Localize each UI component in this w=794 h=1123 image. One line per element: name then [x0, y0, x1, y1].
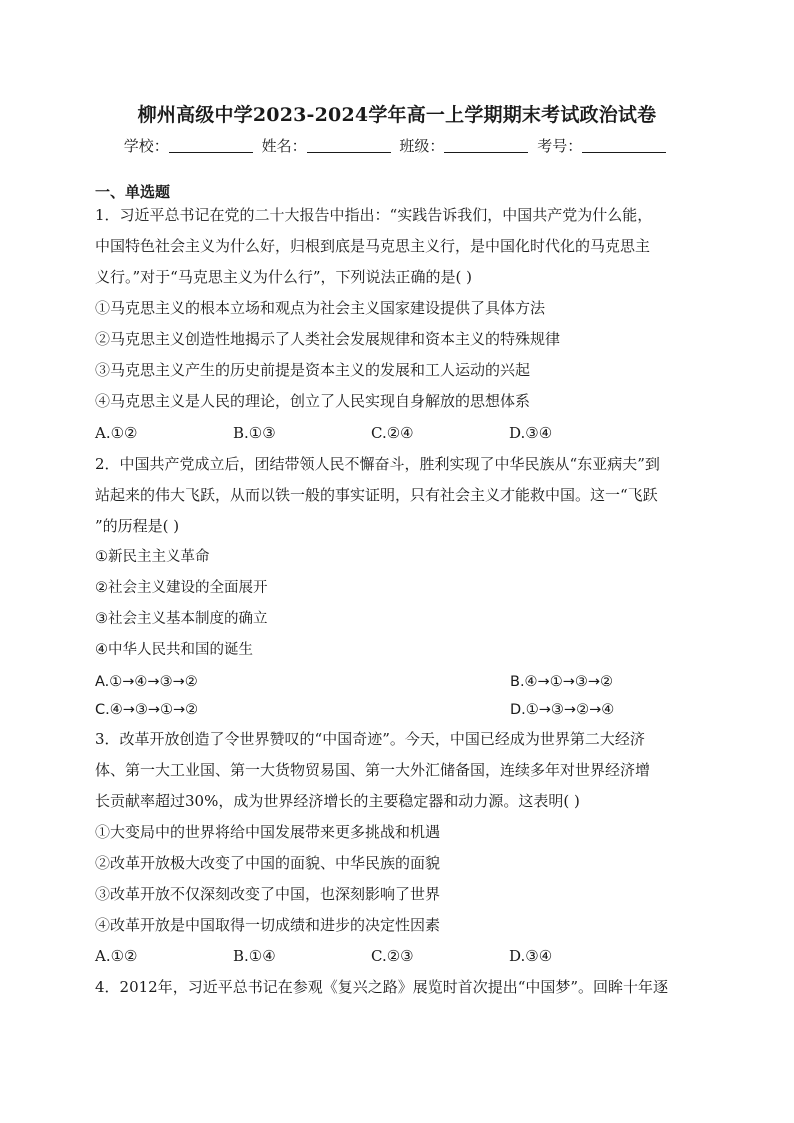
q1-line: 中国特色社会主义为什么好，归根到底是马克思主义行，是中国化时代化的马克思主	[95, 237, 651, 255]
q1-statement: ④马克思主义是人民的理论，创立了人民实现自身解放的思想体系	[95, 392, 531, 410]
q3-option-c[interactable]: C.②③	[371, 947, 414, 965]
q3-statement: ②改革开放极大改变了中国的面貌、中华民族的面貌	[95, 854, 441, 872]
q1-option-b[interactable]: B.①③	[233, 424, 276, 442]
name-label: 姓名：	[261, 137, 307, 155]
q1-statement: ①马克思主义的根本立场和观点为社会主义国家建设提供了具体方法	[95, 299, 546, 317]
q3-line: 体、第一大工业国、第一大货物贸易国、第一大外汇储备国，连续多年对世界经济增	[95, 761, 651, 779]
q1-statement: ③马克思主义产生的历史前提是资本主义的发展和工人运动的兴起	[95, 361, 531, 379]
q1-option-d[interactable]: D.③④	[509, 424, 553, 442]
q4-line: 4．2012年，习近平总书记在参观《复兴之路》展览时首次提出“中国梦”。回眸十年逐	[95, 978, 669, 996]
q2-option-a[interactable]: A.①→④→③→②	[95, 674, 198, 690]
q3-option-d[interactable]: D.③④	[509, 947, 553, 965]
q1-option-a[interactable]: A.①②	[95, 424, 138, 442]
q3-statement: ③改革开放不仅深刻改变了中国，也深刻影响了世界	[95, 885, 441, 903]
q2-statement: ①新民主主义革命	[95, 549, 210, 565]
q3-statement: ①大变局中的世界将给中国发展带来更多挑战和机遇	[95, 823, 441, 841]
q1-line: 义行。”对于“马克思主义为什么行”，下列说法正确的是( )	[95, 268, 472, 286]
q1-statement: ②马克思主义创造性地揭示了人类社会发展规律和资本主义的特殊规律	[95, 330, 561, 348]
q3-option-b[interactable]: B.①④	[233, 947, 276, 965]
q2-option-d[interactable]: D.①→③→②→④	[510, 702, 615, 718]
q2-line: ”的历程是( )	[95, 517, 180, 535]
q2-line: 2．中国共产党成立后，团结带领人民不懈奋斗，胜利实现了中华民族从“东亚病夫”到	[95, 455, 660, 473]
class-label: 班级：	[399, 137, 445, 155]
name-blank[interactable]	[307, 138, 391, 153]
q2-line: 站起来的伟大飞跃，从而以铁一般的事实证明，只有社会主义才能救中国。这一“飞跃	[95, 486, 658, 504]
section-heading: 一、单选题	[95, 183, 171, 201]
q1-line: 1．习近平总书记在党的二十大报告中指出：“实践告诉我们，中国共产党为什么能，	[95, 206, 653, 224]
number-label: 考号：	[537, 137, 583, 155]
student-info-row	[0, 135, 794, 156]
q3-statement: ④改革开放是中国取得一切成绩和进步的决定性因素	[95, 916, 441, 934]
exam-title: 柳州高级中学2023-2024学年高一上学期期末考试政治试卷	[137, 104, 657, 126]
q3-line: 3．改革开放创造了令世界赞叹的“中国奇迹”。今天，中国已经成为世界第二大经济	[95, 730, 645, 748]
school-label: 学校：	[123, 137, 169, 155]
q1-option-c[interactable]: C.②④	[371, 424, 414, 442]
q2-option-b[interactable]: B.④→①→③→②	[510, 674, 614, 690]
q2-statement: ④中华人民共和国的诞生	[95, 642, 253, 658]
class-blank[interactable]	[444, 138, 528, 153]
q3-option-a[interactable]: A.①②	[95, 947, 138, 965]
q2-statement: ③社会主义基本制度的确立	[95, 611, 268, 627]
q2-statement: ②社会主义建设的全面展开	[95, 580, 268, 596]
number-blank[interactable]	[582, 138, 666, 153]
q3-line: 长贡献率超过30%，成为世界经济增长的主要稳定器和动力源。这表明( )	[95, 792, 580, 810]
school-blank[interactable]	[169, 138, 253, 153]
q2-option-c[interactable]: C.④→③→①→②	[95, 702, 199, 718]
